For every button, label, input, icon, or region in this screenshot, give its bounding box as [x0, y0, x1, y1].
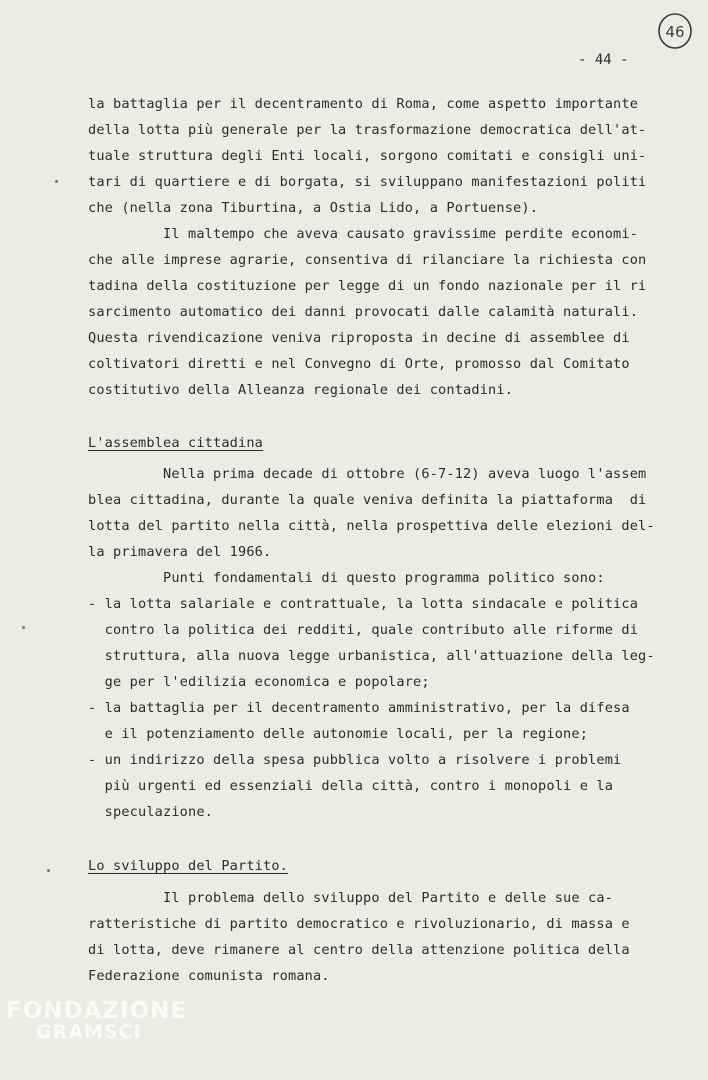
text-line: la primavera del 1966.	[88, 544, 272, 560]
list-line: contro la politica dei redditi, quale contributo alle riforme di	[88, 622, 639, 638]
text-line: Il maltempo che aveva causato gravissime perdite economi-	[88, 226, 639, 242]
watermark	[6, 1000, 187, 1042]
watermark-line: FONDAZIONE	[6, 998, 188, 1024]
text-line: tadina della costituzione per legge di un fondo nazionale per il ri	[88, 278, 647, 294]
text-line: blea cittadina, durante la quale veniva definita la piattaforma di	[88, 492, 647, 508]
text-line: della lotta più generale per la trasformazione democratica dell'at-	[88, 122, 647, 138]
list-line: - un indirizzo della spesa pubblica volto a risolvere i problemi	[88, 752, 622, 768]
margin-mark	[47, 869, 50, 872]
text-line: coltivatori diretti e nel Convegno di Orte, promosso dal Comitato	[88, 356, 630, 372]
list-line: ge per l'edilizia economica e popolare;	[88, 674, 430, 690]
folio-number: 46	[665, 23, 685, 41]
text-line: la battaglia per il decentramento di Roma, come aspetto importante	[88, 96, 639, 112]
text-line: lotta del partito nella città, nella prospettiva delle elezioni del-	[88, 518, 655, 534]
text-line: Federazione comunista romana.	[88, 968, 330, 984]
folio-circle	[656, 12, 694, 50]
text-line: Punti fondamentali di questo programma politico sono:	[88, 570, 605, 586]
section-heading: Lo sviluppo del Partito.	[88, 858, 289, 874]
list-line: e il potenziamento delle autonomie locali, per la regione;	[88, 726, 589, 742]
text-line: Nella prima decade di ottobre (6-7-12) aveva luogo l'assem	[88, 466, 647, 482]
text-line: Questa rivendicazione veniva riproposta in decine di assemblee di	[88, 330, 630, 346]
list-line: più urgenti ed essenziali della città, contro i monopoli e la	[88, 778, 614, 794]
text-line: sarcimento automatico dei danni provocati dalle calamità naturali.	[88, 304, 639, 320]
list-line: - la lotta salariale e contrattuale, la lotta sindacale e politica	[88, 596, 639, 612]
watermark-line: GRAMSCI	[36, 1021, 142, 1043]
text-line: tuale struttura degli Enti locali, sorgono comitati e consigli uni-	[88, 148, 647, 164]
list-line: - la battaglia per il decentramento amministrativo, per la difesa	[88, 700, 630, 716]
margin-mark	[55, 180, 58, 183]
text-line: tari di quartiere e di borgata, si sviluppano manifestazioni politi	[88, 174, 647, 190]
text-line: che (nella zona Tiburtina, a Ostia Lido, a Portuense).	[88, 200, 539, 216]
text-line: che alle imprese agrarie, consentiva di rilanciare la richiesta con	[88, 252, 647, 268]
section-heading: L'assemblea cittadina	[88, 435, 264, 451]
text-line: di lotta, deve rimanere al centro della attenzione politica della	[88, 942, 630, 958]
list-line: struttura, alla nuova legge urbanistica, all'attuazione della leg-	[88, 648, 655, 664]
text-line: Il problema dello sviluppo del Partito e delle sue ca-	[88, 890, 614, 906]
list-line: speculazione.	[88, 804, 214, 820]
page-number: - 44 -	[578, 52, 629, 68]
text-line: costitutivo della Alleanza regionale dei contadini.	[88, 382, 514, 398]
text-line: ratteristiche di partito democratico e rivoluzionario, di massa e	[88, 916, 630, 932]
margin-mark	[22, 626, 25, 629]
